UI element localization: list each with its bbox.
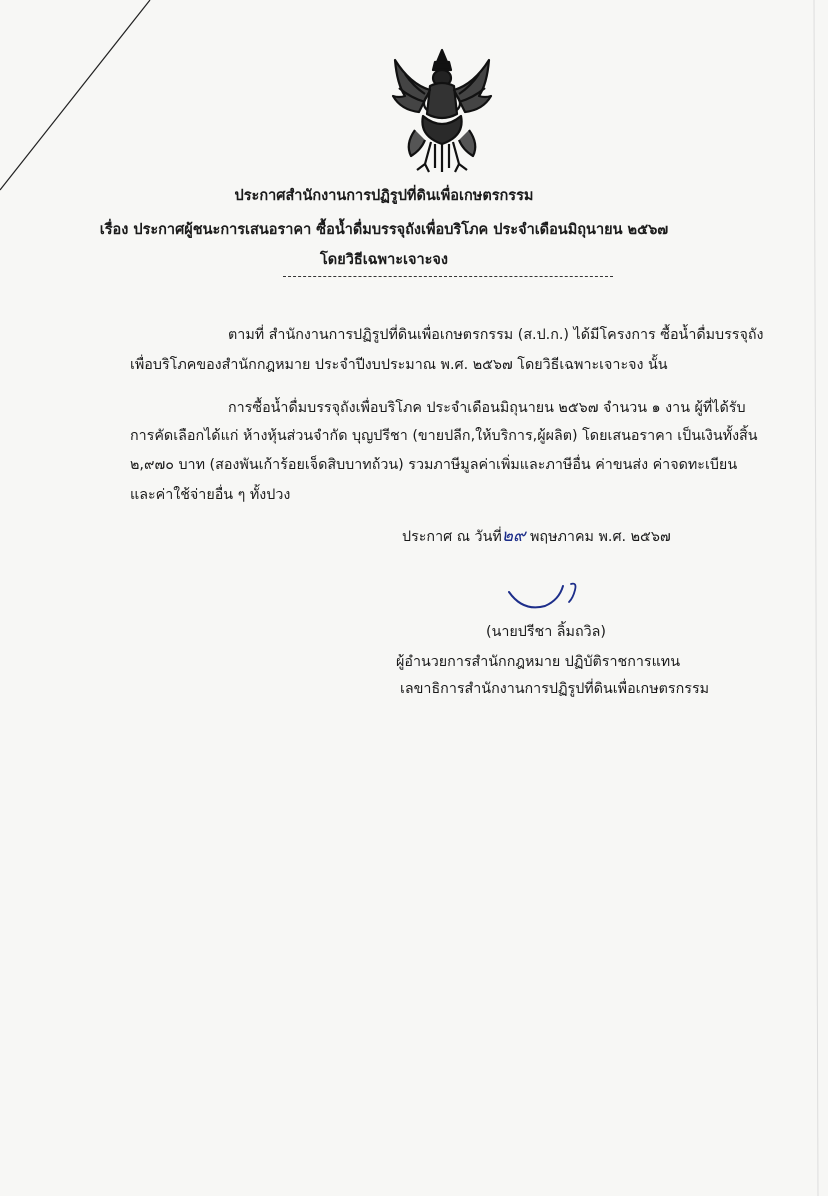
announcement-prefix: ประกาศ ณ วันที่ bbox=[402, 529, 502, 545]
paragraph2-line3: ๒,๙๗๐ บาท (สองพันเก้าร้อยเจ็ดสิบบาทถ้วน) รวมภาษีมูลค่าเพิ่มและภาษีอื่น ค่าขนส่ง ค่าจดทะเบียน bbox=[130, 457, 738, 473]
dashed-divider bbox=[283, 276, 613, 277]
paragraph2-line1: การซื้อน้ำดื่มบรรจุถังเพื่อบริโภค ประจำเดือนมิถุนายน ๒๕๖๗ จำนวน ๑ งาน ผู้ที่ได้รับ bbox=[228, 400, 746, 416]
paragraph1-line2: เพื่อบริโภคของสำนักกฎหมาย ประจำปีงบประมาณ พ.ศ. ๒๕๖๗ โดยวิธีเฉพาะเจาะจง นั้น bbox=[130, 357, 668, 373]
announcement-suffix: พฤษภาคม พ.ศ. ๒๕๖๗ bbox=[530, 529, 671, 545]
garuda-emblem-icon bbox=[385, 44, 500, 176]
paragraph1-line1: ตามที่ สำนักงานการปฏิรูปที่ดินเพื่อเกษตรกรรม (ส.ป.ก.) ได้มีโครงการ ซื้อน้ำดื่มบรรจุถัง bbox=[228, 327, 764, 343]
handwritten-signature bbox=[505, 578, 585, 614]
signatory-position: ผู้อำนวยการสำนักกฎหมาย ปฏิบัติราชการแทน bbox=[396, 654, 680, 670]
announcement-date bbox=[402, 522, 671, 549]
signatory-name: (นายปรีชา ลิ้มถวิล) bbox=[486, 624, 606, 640]
signatory-organization: เลขาธิการสำนักงานการปฏิรูปที่ดินเพื่อเกษตรกรรม bbox=[400, 681, 710, 697]
paragraph2-line4: และค่าใช้จ่ายอื่น ๆ ทั้งปวง bbox=[130, 487, 291, 503]
handwritten-day: ๒๙ bbox=[501, 526, 526, 546]
document-title: ประกาศสำนักงานการปฏิรูปที่ดินเพื่อเกษตรกรรม bbox=[234, 188, 534, 204]
paragraph2-line2: การคัดเลือกได้แก่ ห้างหุ้นส่วนจำกัด บุญปรีชา (ขายปลีก,ให้บริการ,ผู้ผลิต) โดยเสนอราคา เป็นเงินทั้งสิ้น bbox=[130, 428, 758, 444]
document-subject: เรื่อง ประกาศผู้ชนะการเสนอราคา ซื้อน้ำดื่มบรรจุถังเพื่อบริโภค ประจำเดือนมิถุนายน ๒๕๖๗ bbox=[99, 222, 669, 238]
document-method: โดยวิธีเฉพาะเจาะจง bbox=[320, 252, 448, 268]
